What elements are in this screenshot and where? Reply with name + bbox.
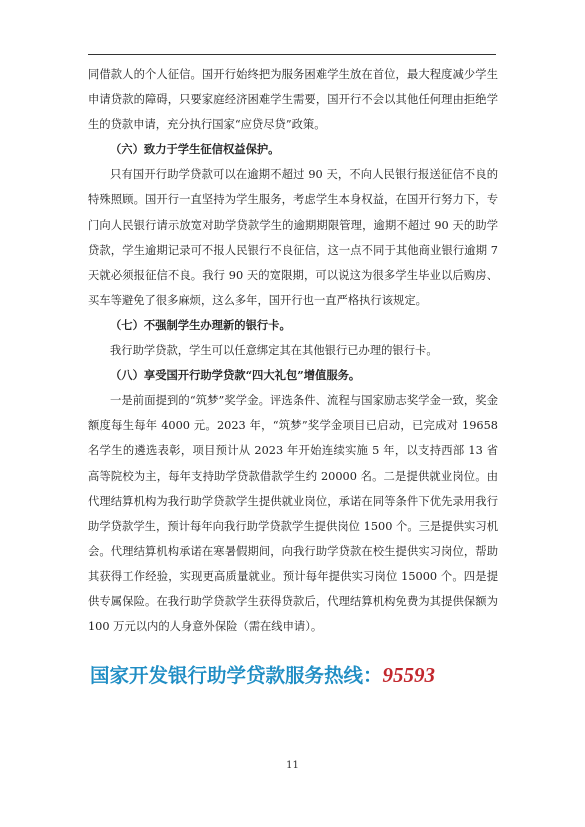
paragraph-four-gifts: 一是前面提到的“筑梦”奖学金。评选条件、流程与国家励志奖学金一致，奖金额度每生每年 4000 元。2023 年，“筑梦”奖学金项目已启动，已完成对 19658 名学生的遴选表彰，项目预计从 2023 年开始连续实施 5 年，以支持西部 13 省高等院校为主，每年支持助学贷款借款学生约 20000 名。二是提供就业岗位。由代理结算机构为我行助学贷款学生提供就业岗位，承诺在同等条件下优先录用我行助学贷款学生，预计每年向我行助学贷款学生提供岗位 1500 个。三是提供实习机会。代理结算机构承诺在寒暑假期间，向我行助学贷款在校生提供实习岗位，帮助其获得工作经验，实现更高质量就业。预计每年提供实习岗位 15000 个。四是提供专属保险。在我行助学贷款学生获得贷款后，代理结算机构免费为其提供保额为 100 万元以内的人身意外保险（需在线申请）。: [88, 394, 498, 634]
document-body: [88, 62, 498, 639]
paragraph-continuation: 同借款人的个人征信。国开行始终把为服务困难学生放在首位，最大程度减少学生申请贷款的障碍，只要家庭经济困难学生需要，国开行不会以其他任何理由拒绝学生的贷款申请，充分执行国家“应贷尽贷”政策。: [88, 68, 498, 132]
header-rule: [88, 54, 496, 55]
section-heading-8: （八）享受国开行助学贷款“四大礼包”增值服务。: [110, 368, 361, 383]
hotline-number[interactable]: 95593: [382, 663, 436, 687]
hotline-label: 国家开发银行助学贷款服务热线：: [90, 664, 383, 687]
service-hotline: [90, 660, 510, 688]
section-heading-6: （六）致力于学生征信权益保护。: [110, 142, 280, 157]
paragraph-credit-protection: 只有国开行助学贷款可以在逾期不超过 90 天，不向人民银行报送征信不良的特殊照顾。国开行一直坚持为学生服务，考虑学生本身权益，在国开行努力下，专门向人民银行请示放宽对助学贷款学生的逾期期限管理，逾期不超过 90 天的助学贷款，学生逾期记录可不报人民银行不良征信，这一点不同于其他商业银行逾期 7 天就必须报征信不良。我行 90 天的宽限期，可以说这为很多学生毕业以后购房、买车等避免了很多麻烦，这么多年，国开行也一直严格执行该规定。: [88, 168, 498, 307]
section-heading-7: （七）不强制学生办理新的银行卡。: [110, 317, 291, 332]
paragraph-bank-card: 我行助学贷款，学生可以任意绑定其在其他银行已办理的银行卡。: [110, 344, 438, 358]
page-number: 11: [286, 760, 299, 771]
